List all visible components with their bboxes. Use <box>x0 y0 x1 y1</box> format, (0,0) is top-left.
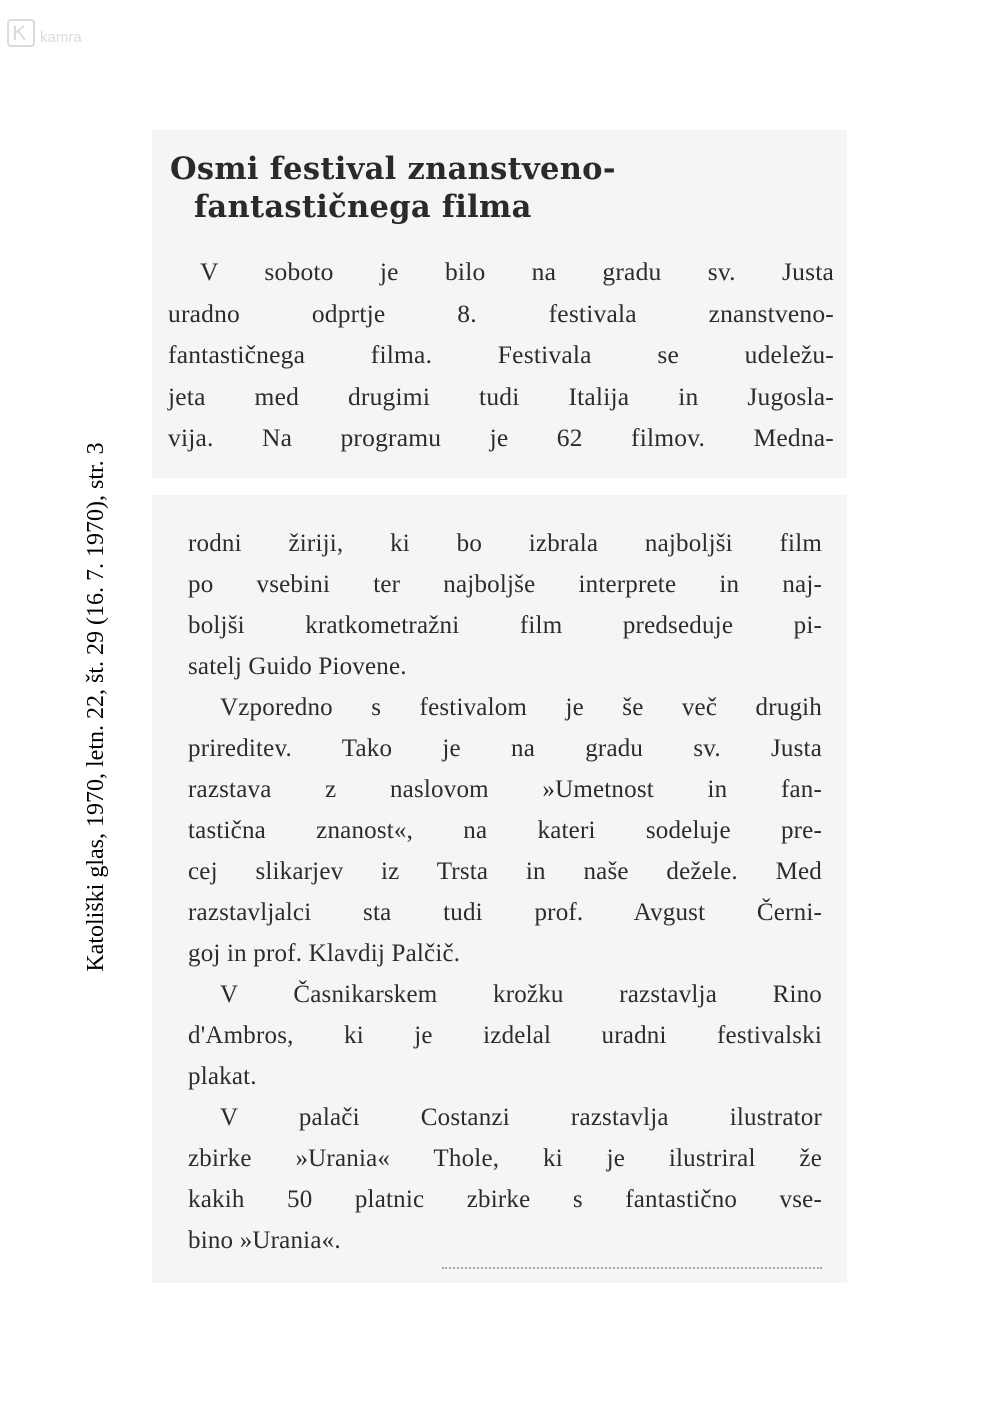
text-line: satelj Guido Piovene. <box>188 653 407 680</box>
text-line: V soboto je bilo na gradu sv. Justa <box>200 257 834 286</box>
text-line: razstava z naslovom »Umetnost in fan- <box>188 776 822 803</box>
article-text-bottom <box>188 523 822 1261</box>
text-line: razstavljalci sta tudi prof. Avgust Černi- <box>188 899 822 926</box>
text-line: zbirke »Urania« Thole, ki je ilustriral že <box>188 1145 822 1172</box>
text-line: d'Ambros, ki je izdelal uradni festivalski <box>188 1022 822 1049</box>
text-line: cej slikarjev iz Trsta in naše dežele. Med <box>188 858 822 885</box>
logo-text: kamra <box>40 29 82 46</box>
text-line: prireditev. Tako je na gradu sv. Justa <box>188 735 822 762</box>
text-line: jeta med drugimi tudi Italija in Jugosla- <box>168 381 834 411</box>
text-line: vija. Na programu je 62 filmov. Medna- <box>168 423 834 452</box>
text-line: bino »Urania«. <box>188 1227 341 1254</box>
end-rule <box>442 1267 822 1269</box>
text-line: fantastičnega filma. Festivala se udeležu- <box>168 340 834 369</box>
text-line: boljši kratkometražni film predseduje pi- <box>188 612 822 639</box>
article-headline <box>170 150 616 226</box>
text-line: V Časnikarskem krožku razstavlja Rino <box>220 981 822 1008</box>
text-line: po vsebini ter najboljše interprete in naj- <box>188 571 822 598</box>
kamra-logo <box>6 14 116 54</box>
text-line: rodni žiriji, ki bo izbrala najboljši film <box>188 530 822 557</box>
clipping-part-1 <box>152 130 847 478</box>
headline-line: Osmi festival znanstveno- <box>170 151 616 187</box>
source-citation: Katoliški glas, 1970, letn. 22, št. 29 (16. 7. 1970), str. 3 <box>83 442 109 972</box>
text-line: kakih 50 platnic zbirke s fantastično vse- <box>188 1186 822 1213</box>
text-line: Vzporedno s festivalom je še več drugih <box>220 694 822 721</box>
text-line: V palači Costanzi razstavlja ilustrator <box>220 1104 822 1131</box>
headline-line: fantastičnega filma <box>194 189 532 225</box>
text-line: uradno odprtje 8. festivala znanstveno- <box>168 298 834 328</box>
text-line: tastična znanost«, na kateri sodeluje pre- <box>188 817 822 844</box>
article-text-top <box>168 251 834 459</box>
clipping-part-2 <box>152 495 847 1283</box>
text-line: plakat. <box>188 1063 257 1090</box>
text-line: goj in prof. Klavdij Palčič. <box>188 940 461 967</box>
